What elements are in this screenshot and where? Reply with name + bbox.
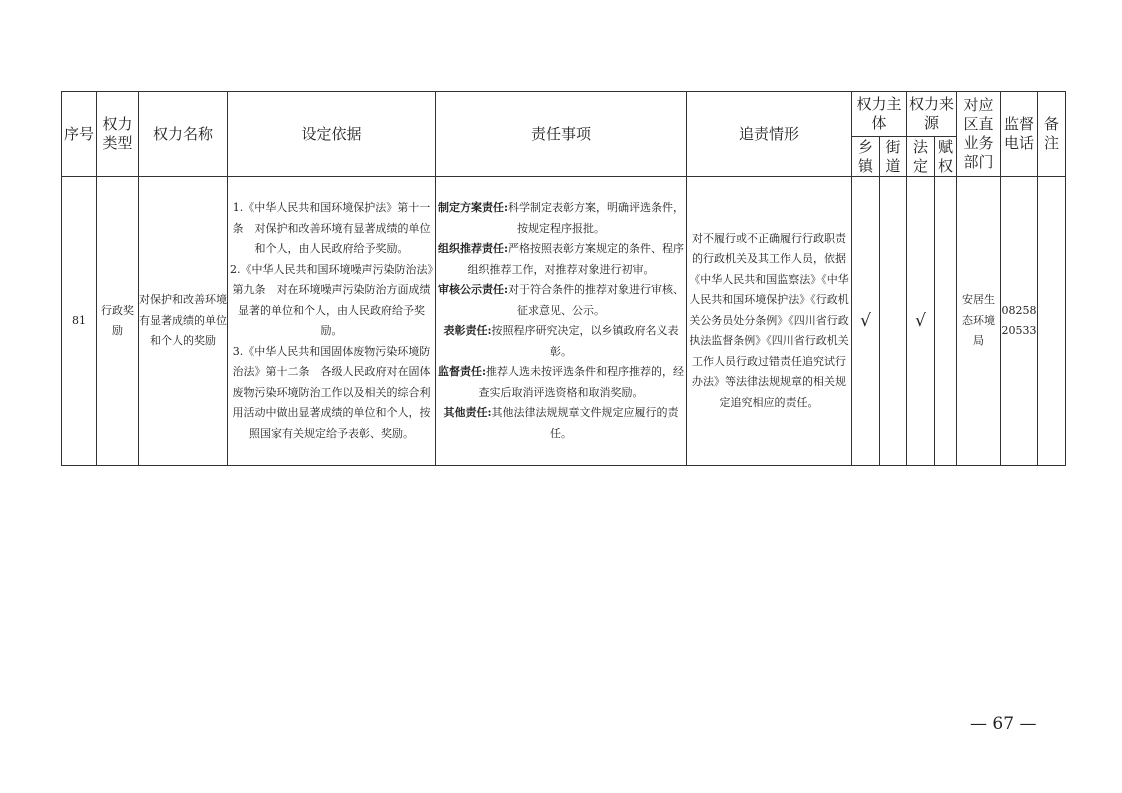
responsibility-label: 组织推荐责任:	[437, 242, 509, 255]
responsibility-item	[436, 321, 686, 362]
responsibility-item	[436, 239, 686, 280]
cell-responsibility	[436, 177, 687, 466]
basis-item: 3.《中华人民共和国固体废物污染环境防治法》第十二条 各级人民政府对在固体废物污染环境防治工作以及相关的综合利用活动中做出显著成绩的单位和个人，按照国家有关规定给予表彰、奖励。	[232, 344, 431, 440]
responsibility-label: 表彰责任:	[443, 324, 492, 337]
cell-accountability: 对不履行或不正确履行行政职责的行政机关及其工作人员，依据《中华人民共和国监察法》《中华人民共和国环境保护法》《行政机关公务员处分条例》《四川省行政执法监督条例》《四川省行政机关工作人员行政过错责任追究试行办法》等法律法规规章的相关规定追究相应的责任。	[687, 177, 852, 466]
cell-note	[1038, 177, 1066, 466]
responsibility-item	[436, 198, 686, 239]
table-row	[62, 177, 1066, 466]
cell-department: 安居生态环境局	[957, 177, 1001, 466]
basis-item: 2.《中华人民共和国环境噪声污染防治法》第九条 对在环境噪声污染防治方面成绩显著的单位和个人，由人民政府给予奖励。	[230, 262, 433, 337]
header-department: 对应区直业务部门	[957, 92, 1001, 177]
power-list-table	[61, 91, 1066, 466]
check-mark-street	[880, 177, 907, 466]
header-power-subject: 权力主体	[852, 92, 907, 137]
cell-power-name: 对保护和改善环境有显著成绩的单位和个人的奖励	[139, 177, 228, 466]
responsibility-item	[436, 403, 686, 444]
cell-supervision-phone: 0825820533	[1001, 177, 1038, 466]
cell-serial-no: 81	[62, 177, 97, 466]
cell-power-type: 行政奖励	[97, 177, 139, 466]
responsibility-text: 按照程序研究决定，以乡镇政府名义表彰。	[491, 324, 679, 358]
responsibility-label: 监督责任:	[437, 365, 487, 378]
check-mark-granted	[935, 177, 957, 466]
header-power-type: 权力类型	[97, 92, 139, 177]
header-power-source: 权力来源	[907, 92, 957, 137]
responsibility-item	[436, 280, 686, 321]
header-source-granted: 赋权	[935, 137, 957, 177]
header-serial-no: 序号	[62, 92, 97, 177]
check-mark-town: √	[852, 177, 880, 466]
responsibility-text: 推荐人选未按评选条件和程序推荐的，经查实后取消评选资格和取消奖励。	[478, 365, 685, 399]
header-accountability: 追责情形	[687, 92, 852, 177]
responsibility-text: 其他法律法规规章文件规定应履行的责任。	[491, 406, 679, 440]
responsibility-text: 对于符合条件的推荐对象进行审核、征求意见、公示。	[508, 283, 685, 317]
basis-item: 1.《中华人民共和国环境保护法》第十一条 对保护和改善环境有显著成绩的单位和个人，由人民政府给予奖励。	[232, 201, 431, 255]
responsibility-label: 审核公示责任:	[437, 283, 509, 296]
header-legal-basis: 设定依据	[228, 92, 436, 177]
responsibility-text: 科学制定表彰方案，明确评选条件，按规定程序报批。	[508, 201, 685, 235]
header-subject-town: 乡镇	[852, 137, 880, 177]
check-mark-legal: √	[907, 177, 935, 466]
header-source-legal: 法定	[907, 137, 935, 177]
header-subject-street: 街道	[880, 137, 907, 177]
header-power-name: 权力名称	[139, 92, 228, 177]
responsibility-text: 严格按照表彰方案规定的条件、程序组织推荐工作，对推荐对象进行初审。	[467, 242, 685, 276]
responsibility-label: 其他责任:	[443, 406, 492, 419]
responsibility-item	[436, 362, 686, 403]
responsibility-label: 制定方案责任:	[437, 201, 509, 214]
header-supervision-phone: 监督电话	[1001, 92, 1038, 177]
header-note: 备注	[1038, 92, 1066, 177]
header-responsibility: 责任事项	[436, 92, 687, 177]
page-number: — 67 —	[970, 714, 1037, 734]
cell-legal-basis	[228, 177, 436, 466]
